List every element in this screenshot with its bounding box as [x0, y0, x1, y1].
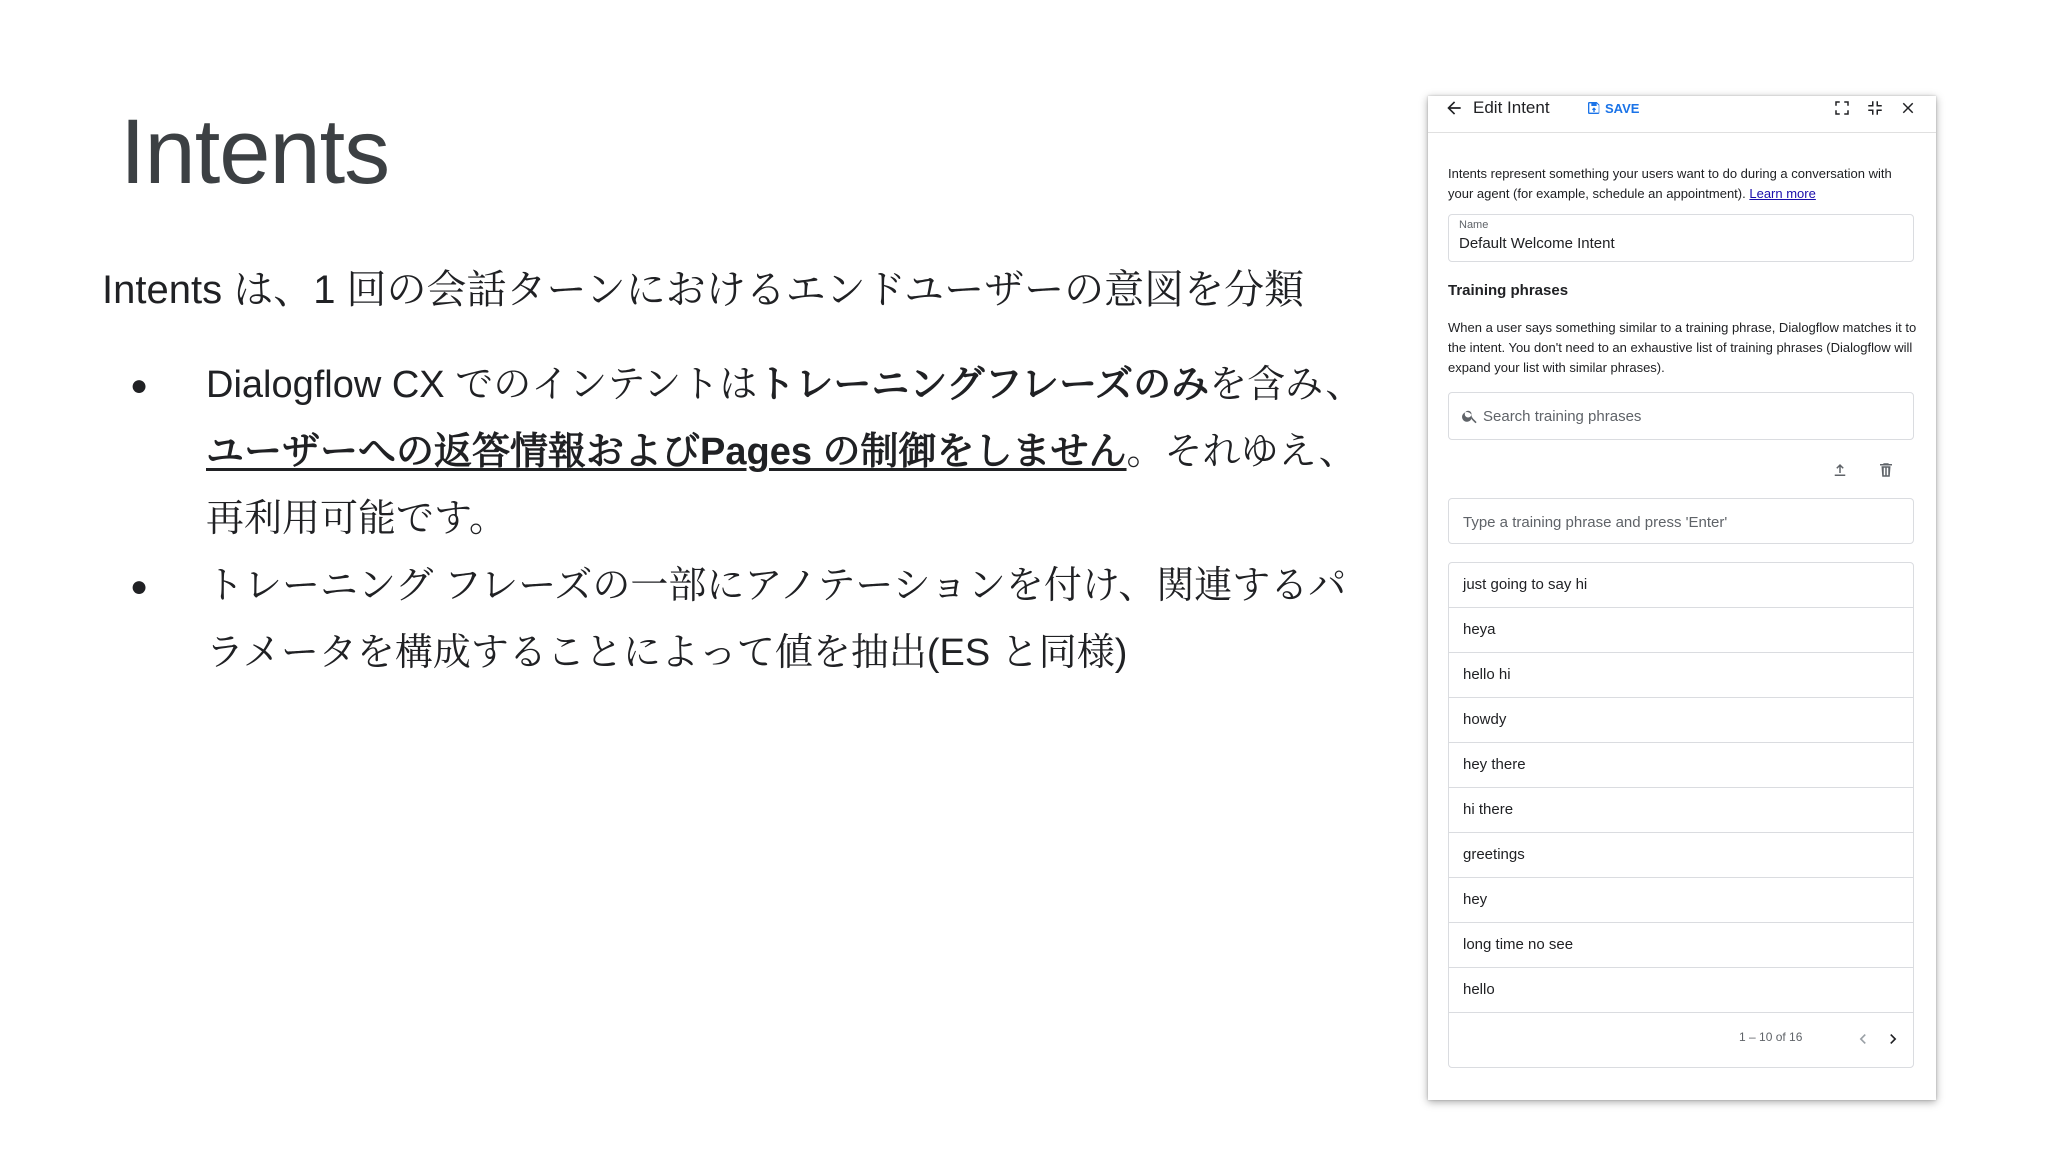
panel-header — [1428, 96, 1936, 133]
list-item[interactable]: hi there — [1449, 788, 1913, 833]
bullet-text: 。それゆえ、再利用可能です。 — [206, 431, 1357, 540]
close-icon[interactable] — [1896, 96, 1920, 120]
edit-intent-panel — [1428, 96, 1936, 1100]
pagination-range: 1 – 10 of 16 — [1739, 1030, 1803, 1044]
fullscreen-exit-icon[interactable] — [1863, 96, 1887, 120]
save-label: SAVE — [1605, 100, 1640, 116]
fullscreen-icon[interactable] — [1830, 96, 1854, 120]
bullet-text: トレーニング フレーズの一部にアノテーションを付け、関連するパラメータを構成することによって値を抽出(ES と同様) — [206, 565, 1347, 674]
chevron-right-icon[interactable] — [1881, 1027, 1905, 1051]
list-item[interactable]: hey there — [1449, 743, 1913, 788]
training-phrase-field[interactable] — [1448, 498, 1914, 544]
delete-icon[interactable] — [1874, 458, 1898, 482]
bullet-text: Dialogflow CX でのインテントは — [206, 364, 758, 406]
chevron-left-icon[interactable] — [1851, 1027, 1875, 1051]
search-input[interactable] — [1483, 405, 1903, 427]
name-label: Name — [1459, 219, 1489, 231]
name-value[interactable]: Default Welcome Intent — [1459, 235, 1615, 252]
slide-title: Intents — [120, 101, 390, 203]
save-icon — [1586, 100, 1602, 116]
bullet-bold-underline-text: ユーザーへの返答情報およびPages の制御をしません — [206, 431, 1127, 473]
list-item[interactable]: howdy — [1449, 698, 1913, 743]
training-phrases-description: When a user says something similar to a training phrase, Dialogflow matches it to the intent. You don't need to an exhaustive list of training phrases (Dialogflow will expand your list with similar phrases). — [1448, 320, 1917, 375]
list-item[interactable]: just going to say hi — [1449, 563, 1913, 608]
bullet-item — [130, 352, 1370, 553]
arrow-back-icon[interactable] — [1442, 96, 1466, 120]
search-field[interactable] — [1448, 392, 1914, 440]
bullet-list — [130, 352, 1370, 687]
upload-icon[interactable] — [1828, 458, 1852, 482]
search-icon — [1461, 407, 1479, 430]
slide-subtitle: Intents は、1 回の会話ターンにおけるエンドユーザーの意図を分類 — [102, 268, 1305, 312]
intent-description-text: Intents represent something your users want to do during a conversation with your agent (for example, schedule an appointment). — [1448, 166, 1892, 201]
bullet-text: を含み、 — [1209, 364, 1364, 406]
bullet-marker: ● — [130, 570, 149, 603]
list-item[interactable]: greetings — [1449, 833, 1913, 878]
bullet-bold-text: トレーニングフレーズのみ — [757, 364, 1210, 406]
training-phrase-input[interactable] — [1463, 511, 1893, 533]
intent-description — [1448, 164, 1918, 204]
dialog-title: Edit Intent — [1473, 98, 1550, 117]
bullet-marker: ● — [130, 369, 149, 402]
list-item[interactable]: hello — [1449, 968, 1913, 1013]
pagination — [1449, 1011, 1913, 1067]
save-button[interactable] — [1586, 100, 1639, 116]
list-item[interactable]: hello hi — [1449, 653, 1913, 698]
training-phrase-list — [1448, 562, 1914, 1068]
training-phrases-title: Training phrases — [1448, 282, 1569, 299]
list-item[interactable]: long time no see — [1449, 923, 1913, 968]
learn-more-link[interactable]: Learn more — [1749, 186, 1816, 201]
name-field[interactable] — [1448, 214, 1914, 262]
list-item[interactable]: hey — [1449, 878, 1913, 923]
list-item[interactable]: heya — [1449, 608, 1913, 653]
bullet-item — [130, 553, 1370, 687]
